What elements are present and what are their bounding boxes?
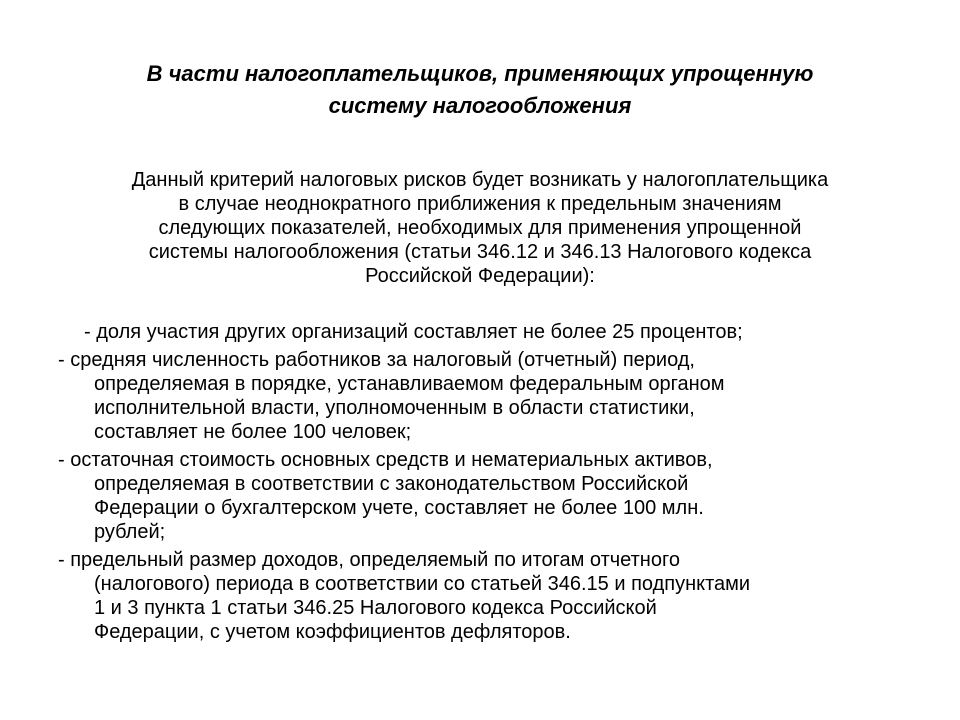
list-item-line: (налогового) периода в соответствии со статьей 346.15 и подпунктами bbox=[94, 573, 751, 595]
list-item bbox=[58, 348, 908, 444]
list-item bbox=[58, 320, 908, 344]
list-item-line: рублей; bbox=[94, 521, 166, 543]
intro-line: в случае неоднократного приближения к предельным значениям bbox=[178, 193, 782, 215]
list-item bbox=[58, 448, 908, 544]
list-item bbox=[58, 548, 908, 644]
slide-title bbox=[60, 58, 900, 122]
list-item-line: исполнительной власти, уполномоченным в области статистики, bbox=[94, 397, 695, 419]
intro-paragraph bbox=[55, 168, 905, 288]
list-item-line: определяемая в соответствии с законодательством Российской bbox=[94, 473, 689, 495]
list-item-line: определяемая в порядке, устанавливаемом федеральным органом bbox=[94, 373, 725, 395]
list-item-line: Федерации о бухгалтерском учете, составляет не более 100 млн. bbox=[94, 497, 704, 519]
list-item-line: 1 и 3 пункта 1 статьи 346.25 Налогового кодекса Российской bbox=[94, 597, 657, 619]
intro-line: Данный критерий налоговых рисков будет возникать у налогоплательщика bbox=[131, 169, 829, 191]
list-item-line: - остаточная стоимость основных средств и нематериальных активов, bbox=[58, 449, 713, 471]
intro-line: системы налогообложения (статьи 346.12 и 346.13 Налогового кодекса bbox=[148, 241, 812, 263]
intro-line: следующих показателей, необходимых для применения упрощенной bbox=[158, 217, 802, 239]
criteria-list bbox=[58, 320, 908, 648]
list-item-line: Федерации, с учетом коэффициентов дефляторов. bbox=[94, 621, 571, 643]
list-item-line: - доля участия других организаций составляет не более 25 процентов; bbox=[84, 321, 743, 343]
title-line: В части налогоплательщиков, применяющих упрощенную bbox=[146, 61, 814, 86]
title-line: систему налогообложения bbox=[328, 93, 632, 118]
list-item-line: составляет не более 100 человек; bbox=[94, 421, 412, 443]
list-item-line: - предельный размер доходов, определяемый по итогам отчетного bbox=[58, 549, 680, 571]
list-item-line: - средняя численность работников за налоговый (отчетный) период, bbox=[58, 349, 695, 371]
intro-line: Российской Федерации): bbox=[365, 265, 595, 287]
